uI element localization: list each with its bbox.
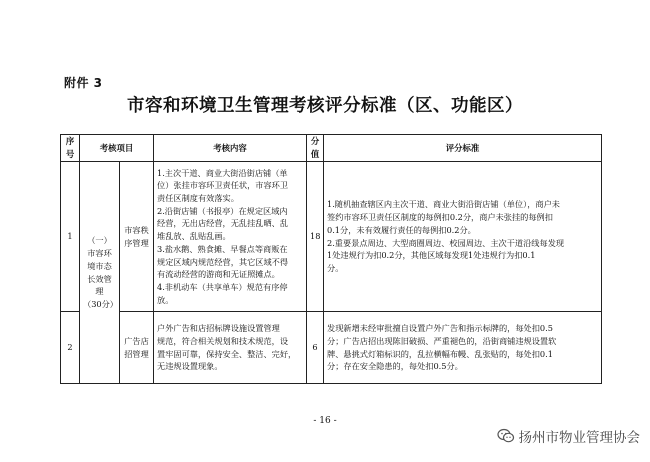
text-line: 长效管 — [87, 273, 112, 284]
text-line: 广告店 — [124, 335, 149, 346]
watermark — [497, 426, 641, 446]
text-line: 4.非机动车（共享单车）规范有序停 — [157, 281, 288, 292]
header-item: 考核项目 — [80, 135, 154, 162]
header-score: 分 值 — [307, 135, 324, 162]
text-line: 分；存在安全隐患的，每处扣0.5分。 — [327, 361, 463, 372]
text-line: 2.沿街店铺（书报亭）在规定区域内 — [157, 205, 288, 216]
text-line: 置牢固可靠，保持安全、整洁、完好， — [157, 348, 297, 359]
text-line: 理 — [95, 286, 104, 297]
criteria-cell — [324, 162, 602, 312]
wechat-icon — [497, 428, 515, 444]
text-line: 分；广告店招出现陈旧破损、严重褪色的，沿街商铺违规设置软 — [327, 335, 557, 346]
text-line: 户外广告和店招标牌设施设置管理 — [157, 323, 280, 334]
score-cell: 18 — [307, 162, 324, 312]
criteria-cell — [324, 312, 602, 384]
table-header-row — [61, 135, 602, 162]
text-line: 无违规设置现象。 — [157, 361, 223, 372]
text-line: 经营，无出店经营，无乱挂乱晒、乱 — [157, 218, 289, 229]
text-line: 牌、悬挑式灯箱标识的，乱拉横幅布幔、乱张贴的，每处扣0.1 — [327, 348, 553, 359]
text-line: 1.随机抽查辖区内主次干道、商业大街沿街店铺（单位），商户未 — [327, 199, 560, 210]
text-line: 发现新增未经审批擅自设置户外广告和指示标牌的，每处扣0.5 — [327, 323, 553, 334]
category-cell — [80, 162, 120, 384]
text-line: 市容秩 — [124, 224, 149, 235]
text-line: 放。 — [157, 294, 174, 305]
content-cell — [154, 162, 307, 312]
watermark-text: 扬州市物业管理协会 — [518, 430, 640, 446]
text-line: 规范，符合相关规划和技术规范，设 — [157, 335, 289, 346]
table-row — [61, 162, 602, 312]
row-number: 2 — [61, 312, 80, 384]
header-criteria: 评分标准 — [324, 135, 602, 162]
text-line: 分。 — [327, 262, 344, 273]
page-number: - 16 - — [313, 416, 337, 426]
text-line: 责任区制度有效落实。 — [157, 193, 239, 204]
text-line: 序管理 — [124, 237, 149, 248]
text-line: 1.主次干道、商业大街沿街店铺（单 — [157, 167, 288, 178]
text-line: 规定区域内规范经营，其它区域不得 — [157, 256, 289, 267]
text-line: （30分） — [83, 298, 118, 309]
text-line: 堆乱放、乱贴乱画。 — [157, 231, 231, 242]
item-cell — [120, 312, 154, 384]
document-title: 市容和环境卫生管理考核评分标准（区、功能区） — [127, 96, 523, 116]
text-line: 签约市容环卫责任区制度的每例扣0.2分，商户未张挂的每例扣 — [327, 212, 553, 223]
text-line: 3.盐水鹅、熟食摊、早餐点等商贩在 — [157, 243, 288, 254]
text-line: 位）张挂市容环卫责任状，市容环卫 — [157, 180, 289, 191]
scoring-standard-table — [60, 134, 602, 384]
score-cell: 6 — [307, 312, 324, 384]
header-no: 序 号 — [61, 135, 80, 162]
row-number: 1 — [61, 162, 80, 312]
text-line: 境市态 — [87, 260, 112, 271]
header-content: 考核内容 — [154, 135, 307, 162]
text-line: 1处违规行为扣0.2分，其他区域每发现1处违规行为扣0.1 — [327, 250, 536, 261]
item-cell — [120, 162, 154, 312]
table-row — [61, 312, 602, 384]
text-line: 有流动经营的游商和无证照摊点。 — [157, 269, 280, 280]
text-line: 市容环 — [87, 248, 112, 259]
text-line: 2.重要景点周边、大型商圈周边、校园周边、主次干道沿线每发现 — [327, 237, 565, 248]
attachment-label: 附件 3 — [64, 76, 103, 90]
text-line: 0.1分，未有效履行责任的每例扣0.2分。 — [327, 224, 476, 235]
content-cell — [154, 312, 307, 384]
text-line: （一） — [87, 235, 112, 246]
text-line: 招管理 — [124, 348, 149, 359]
